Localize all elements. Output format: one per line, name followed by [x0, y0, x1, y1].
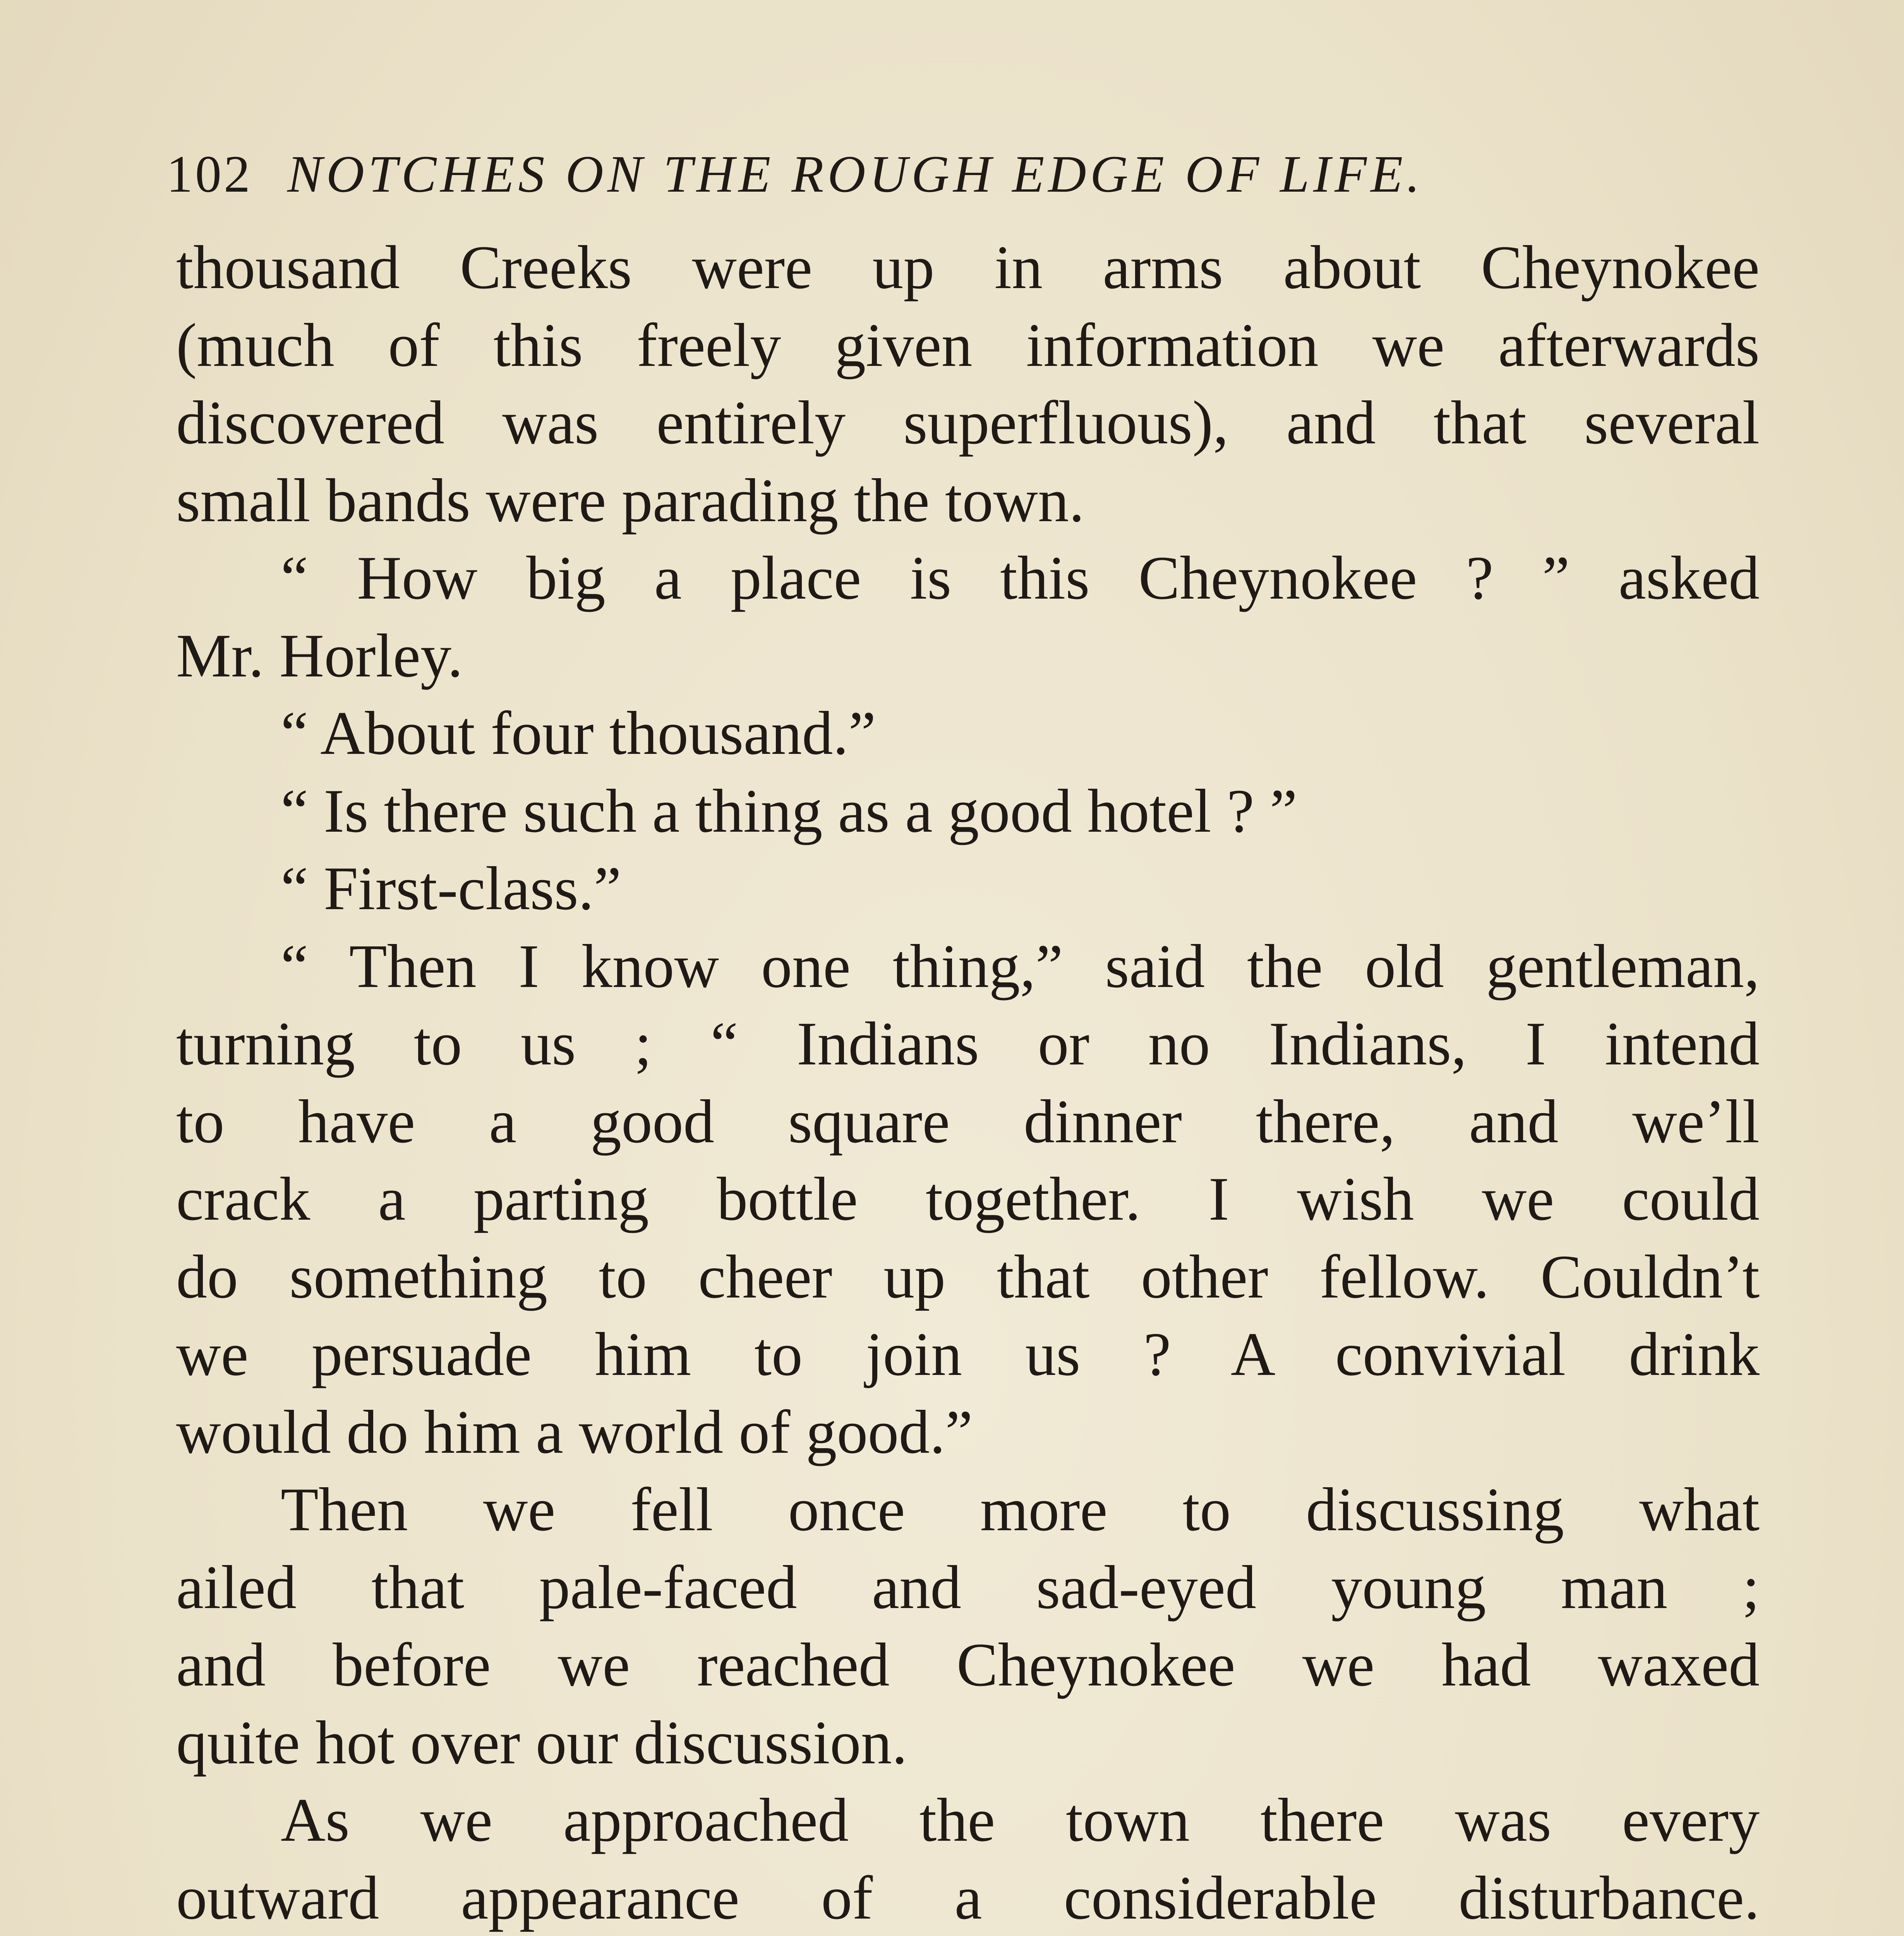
body-text — [176, 228, 1760, 1936]
text-line: As we approached the town there was every — [281, 1785, 1760, 1854]
text-line: Mr. Horley. — [176, 621, 463, 690]
text-line: thousand Creeks were up in arms about Cheynokee — [176, 233, 1760, 302]
text-line: “ How big a place is this Cheynokee ? ” asked — [281, 543, 1760, 612]
text-line: small bands were parading the town. — [176, 465, 1085, 535]
text-line: (much of this freely given information we afterwards — [176, 310, 1760, 379]
text-line: “ First-class.” — [281, 854, 621, 923]
text-line: “ Then I know one thing,” said the old gentleman, — [281, 931, 1760, 1001]
text-line: Then we fell once more to discussing what — [281, 1475, 1760, 1544]
text-line: to have a good square dinner there, and we’ll — [176, 1086, 1760, 1156]
text-line: “ About four thousand.” — [281, 699, 876, 767]
text-line: would do him a world of good.” — [176, 1397, 973, 1466]
page-number: 102 — [166, 145, 252, 203]
running-head — [166, 132, 1754, 217]
text-line: quite hot over our discussion. — [176, 1708, 907, 1777]
text-line: ailed that pale-faced and sad-eyed young man ; — [176, 1552, 1760, 1622]
text-line: crack a parting bottle together. I wish we could — [176, 1164, 1760, 1233]
text-line: and before we reached Cheynokee we had waxed — [176, 1630, 1760, 1699]
text-line: we persuade him to join us ? A convivial drink — [176, 1320, 1760, 1388]
text-line: turning to us ; “ Indians or no Indians, I intend — [176, 1009, 1760, 1078]
text-line: “ Is there such a thing as a good hotel ? ” — [281, 776, 1297, 845]
book-title: NOTCHES ON THE ROUGH EDGE OF LIFE. — [287, 145, 1424, 203]
text-line: outward appearance of a considerable disturbance. — [176, 1863, 1760, 1932]
text-line: discovered was entirely superfluous), and that several — [176, 388, 1760, 457]
text-line: do something to cheer up that other fellow. Couldn’t — [176, 1242, 1760, 1311]
